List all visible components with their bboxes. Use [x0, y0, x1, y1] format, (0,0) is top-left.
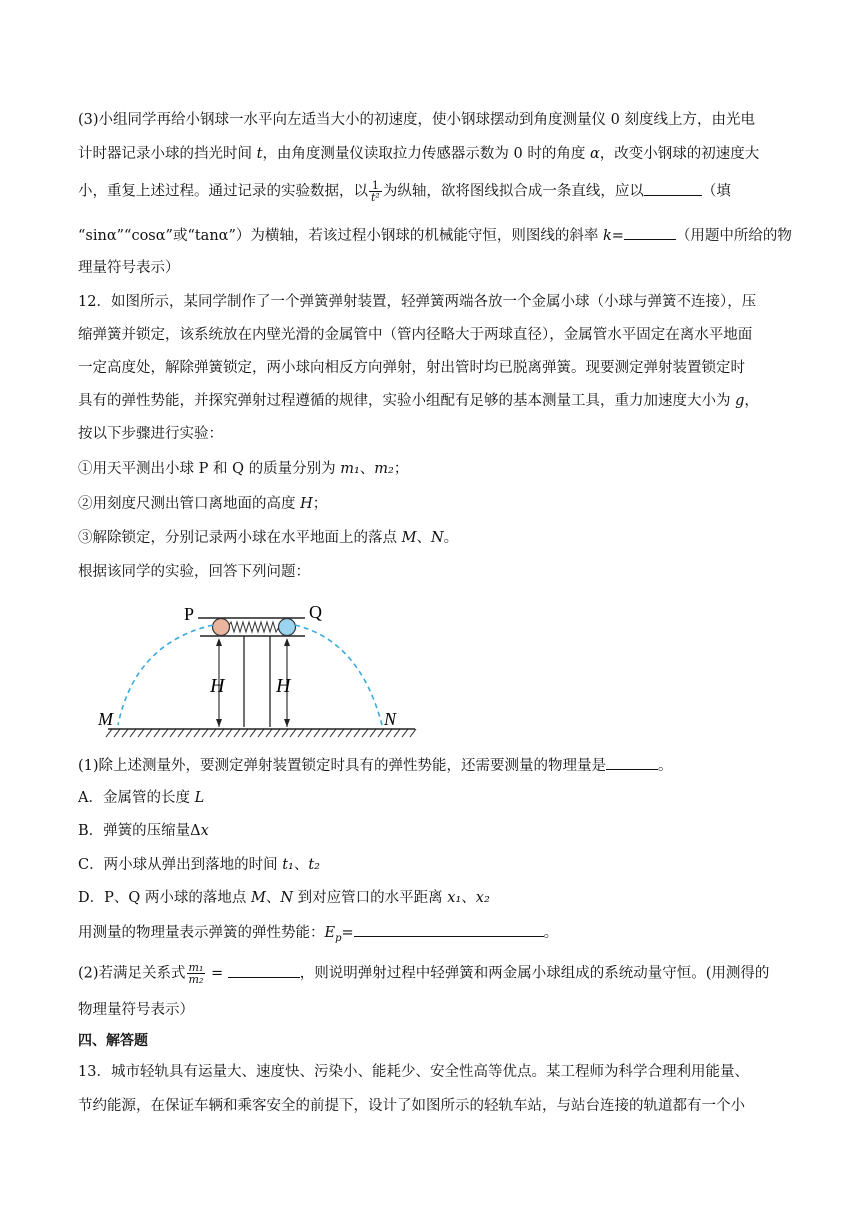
option-b [78, 821, 209, 841]
var-t1: t₁ [282, 857, 294, 873]
label-q: Q [309, 602, 322, 622]
var-alpha: α [590, 146, 600, 162]
q12-line-2 [78, 325, 752, 345]
text: （填 [701, 183, 731, 200]
text: = [341, 925, 354, 941]
q12-intro [78, 562, 310, 582]
q12-part2-line-1 [78, 962, 769, 985]
var-x1: x₁ [447, 890, 462, 906]
var-g: g [735, 393, 745, 409]
arrow-head [284, 638, 290, 646]
text: D．P、Q 两小球的落地点 [78, 890, 251, 906]
text: 。 [443, 530, 459, 546]
elastic-energy-line [78, 922, 558, 949]
text: “sinα”“cosα”或“tanα”）为横轴，若该过程小钢球的机械能守恒，则图线的斜率 [78, 228, 603, 244]
label-n: N [384, 709, 397, 729]
var-m1: m₁ [340, 461, 360, 477]
text: 节约能源，在保证车辆和乘客安全的前提下，设计了如图所示的轻轨车站，与站台连接的轨道都有一个小 [78, 1098, 745, 1114]
arrow-head [284, 719, 290, 727]
text: 缩弹簧并锁定，该系统放在内壁光滑的金属管中（管内径略大于两球直径），金属管水平固定在离水平地面 [78, 327, 753, 343]
q13-line-1 [78, 1062, 749, 1082]
var-M: M [401, 530, 417, 546]
text: ，则说明弹射过程中轻弹簧和两金属小球组成的系统动量守恒。(用测得的 [299, 965, 770, 982]
text: (1)除上述测量外，要测定弹射装置锁定时具有的弹性势能，还需要测量的物理量是 [78, 758, 607, 774]
q12-step-1 [78, 459, 408, 479]
arrow-head [216, 638, 222, 646]
var-N: N [280, 890, 294, 906]
ball-p [213, 619, 230, 636]
text: 用测量的物理量表示弹簧的弹性势能： [78, 925, 325, 941]
text: 。 [658, 758, 673, 774]
text: 13．城市轻轨具有运量大、速度快、污染小、能耗少、安全性高等优点。某工程师为科学合理利用能量、 [78, 1064, 749, 1080]
text: 12．如图所示，某同学制作了一个弹簧弹射装置，轻弹簧两端各放一个金属小球（小球与弹簧不连接），压 [78, 294, 757, 310]
q12-part2-line-2 [78, 1000, 194, 1020]
text: 为纵轴，欲将图线拟合成一条直线，应以 [382, 183, 644, 200]
text: B．弹簧的压缩量Δ [78, 823, 201, 839]
label-h-left: H [210, 675, 225, 697]
ground-hatching [106, 729, 416, 737]
text: 、 [293, 857, 309, 873]
trajectory-left [118, 625, 213, 725]
text: ，由角度测量仪读取拉力传感器示数为 0 时的角度 [262, 146, 590, 162]
answer-blank-ep[interactable] [354, 922, 544, 937]
part3-line-3 [78, 180, 731, 203]
numerator: 1 [369, 180, 382, 192]
var-E: E [324, 925, 336, 941]
text: 计时器记录小球的挡光时间 [78, 146, 257, 162]
denominator: t² [371, 191, 380, 204]
var-t: t [256, 146, 263, 162]
text: 具有的弹性势能，并探究弹射过程遵循的规律，实验小组配有足够的基本测量工具，重力加速度大小为 [78, 393, 736, 409]
text: = [611, 228, 624, 244]
text: 按以下步骤进行实验： [78, 426, 223, 442]
denominator: m₂ [188, 973, 204, 986]
part3-line-1 [78, 110, 755, 130]
subscript-p: p [335, 932, 342, 944]
q12-step-3 [78, 528, 458, 548]
label-m: M [98, 709, 113, 729]
text: ，改变小钢球的初速度大 [599, 146, 760, 162]
part3-line-5 [78, 258, 180, 278]
q12-line-5 [78, 424, 223, 444]
answer-blank-slope[interactable] [624, 225, 676, 240]
spring [228, 622, 279, 632]
text: = [206, 965, 228, 982]
text: (3)小组同学再给小钢球一水平向左适当大小的初速度，使小钢球摆动到角度测量仪 0 刻度线上方，由光电 [78, 112, 755, 128]
arrow-head [216, 719, 222, 727]
text: ③解除锁定，分别记录两小球在水平地面上的落点 [78, 530, 402, 546]
answer-blank-part1[interactable] [606, 755, 658, 770]
text: 一定高度处，解除弹簧锁定，两小球向相反方向弹射，射出管时均已脱离弹簧。现要测定弹射装置锁定时 [78, 360, 745, 376]
part3-line-4 [78, 225, 792, 246]
text: ； [312, 496, 328, 512]
q12-line-1 [78, 292, 756, 312]
text: 根据该同学的实验，回答下列问题： [78, 564, 310, 580]
trajectory-right [295, 625, 382, 725]
text: ； [393, 461, 409, 477]
var-x2: x₂ [475, 890, 490, 906]
q12-part1 [78, 755, 673, 776]
text: 、 [461, 890, 476, 906]
q12-line-3 [78, 358, 745, 378]
ball-q [279, 619, 296, 636]
text: 。 [543, 925, 559, 941]
text: 到对应管口的水平距离 [293, 890, 448, 906]
var-L: L [194, 790, 205, 806]
var-N: N [430, 530, 444, 546]
text: C．两小球从弹出到落地的时间 [78, 857, 283, 873]
part3-line-2 [78, 144, 759, 164]
var-k: k [602, 228, 612, 244]
answer-blank-momentum[interactable] [228, 963, 300, 978]
var-m2: m₂ [374, 461, 394, 477]
fraction-m1-over-m2 [187, 962, 206, 985]
q12-line-4 [78, 391, 759, 411]
spring-launcher-figure [90, 595, 430, 745]
text: 、 [416, 530, 431, 546]
fraction-1-over-t2 [369, 180, 382, 203]
text: ， [744, 393, 759, 409]
option-c [78, 855, 320, 875]
var-x: x [200, 823, 209, 839]
text: ②用刻度尺测出管口离地面的高度 [78, 496, 301, 512]
text: ①用天平测出小球 P 和 Q 的质量分别为 [78, 461, 341, 477]
var-H: H [300, 496, 313, 512]
q13-line-2 [78, 1096, 745, 1116]
text: 、 [265, 890, 281, 906]
text: 、 [359, 461, 375, 477]
label-p: P [184, 604, 195, 624]
var-M: M [251, 890, 266, 906]
text: 物理量符号表示） [78, 1002, 194, 1018]
text: 理量符号表示） [78, 260, 180, 276]
option-a [78, 788, 204, 808]
text: 小，重复上述过程。通过记录的实验数据，以 [78, 183, 368, 200]
option-d [78, 888, 490, 908]
q12-step-2 [78, 494, 327, 514]
answer-blank-axis[interactable] [644, 181, 702, 196]
label-h-right: H [276, 675, 291, 697]
text: A．金属管的长度 [78, 790, 195, 806]
text: （用题中所给的物 [675, 228, 792, 244]
section-heading: 四、解答题 [78, 1033, 148, 1049]
var-t2: t₂ [308, 857, 320, 873]
text: (2)若满足关系式 [78, 965, 186, 982]
numerator: m₁ [188, 961, 204, 974]
